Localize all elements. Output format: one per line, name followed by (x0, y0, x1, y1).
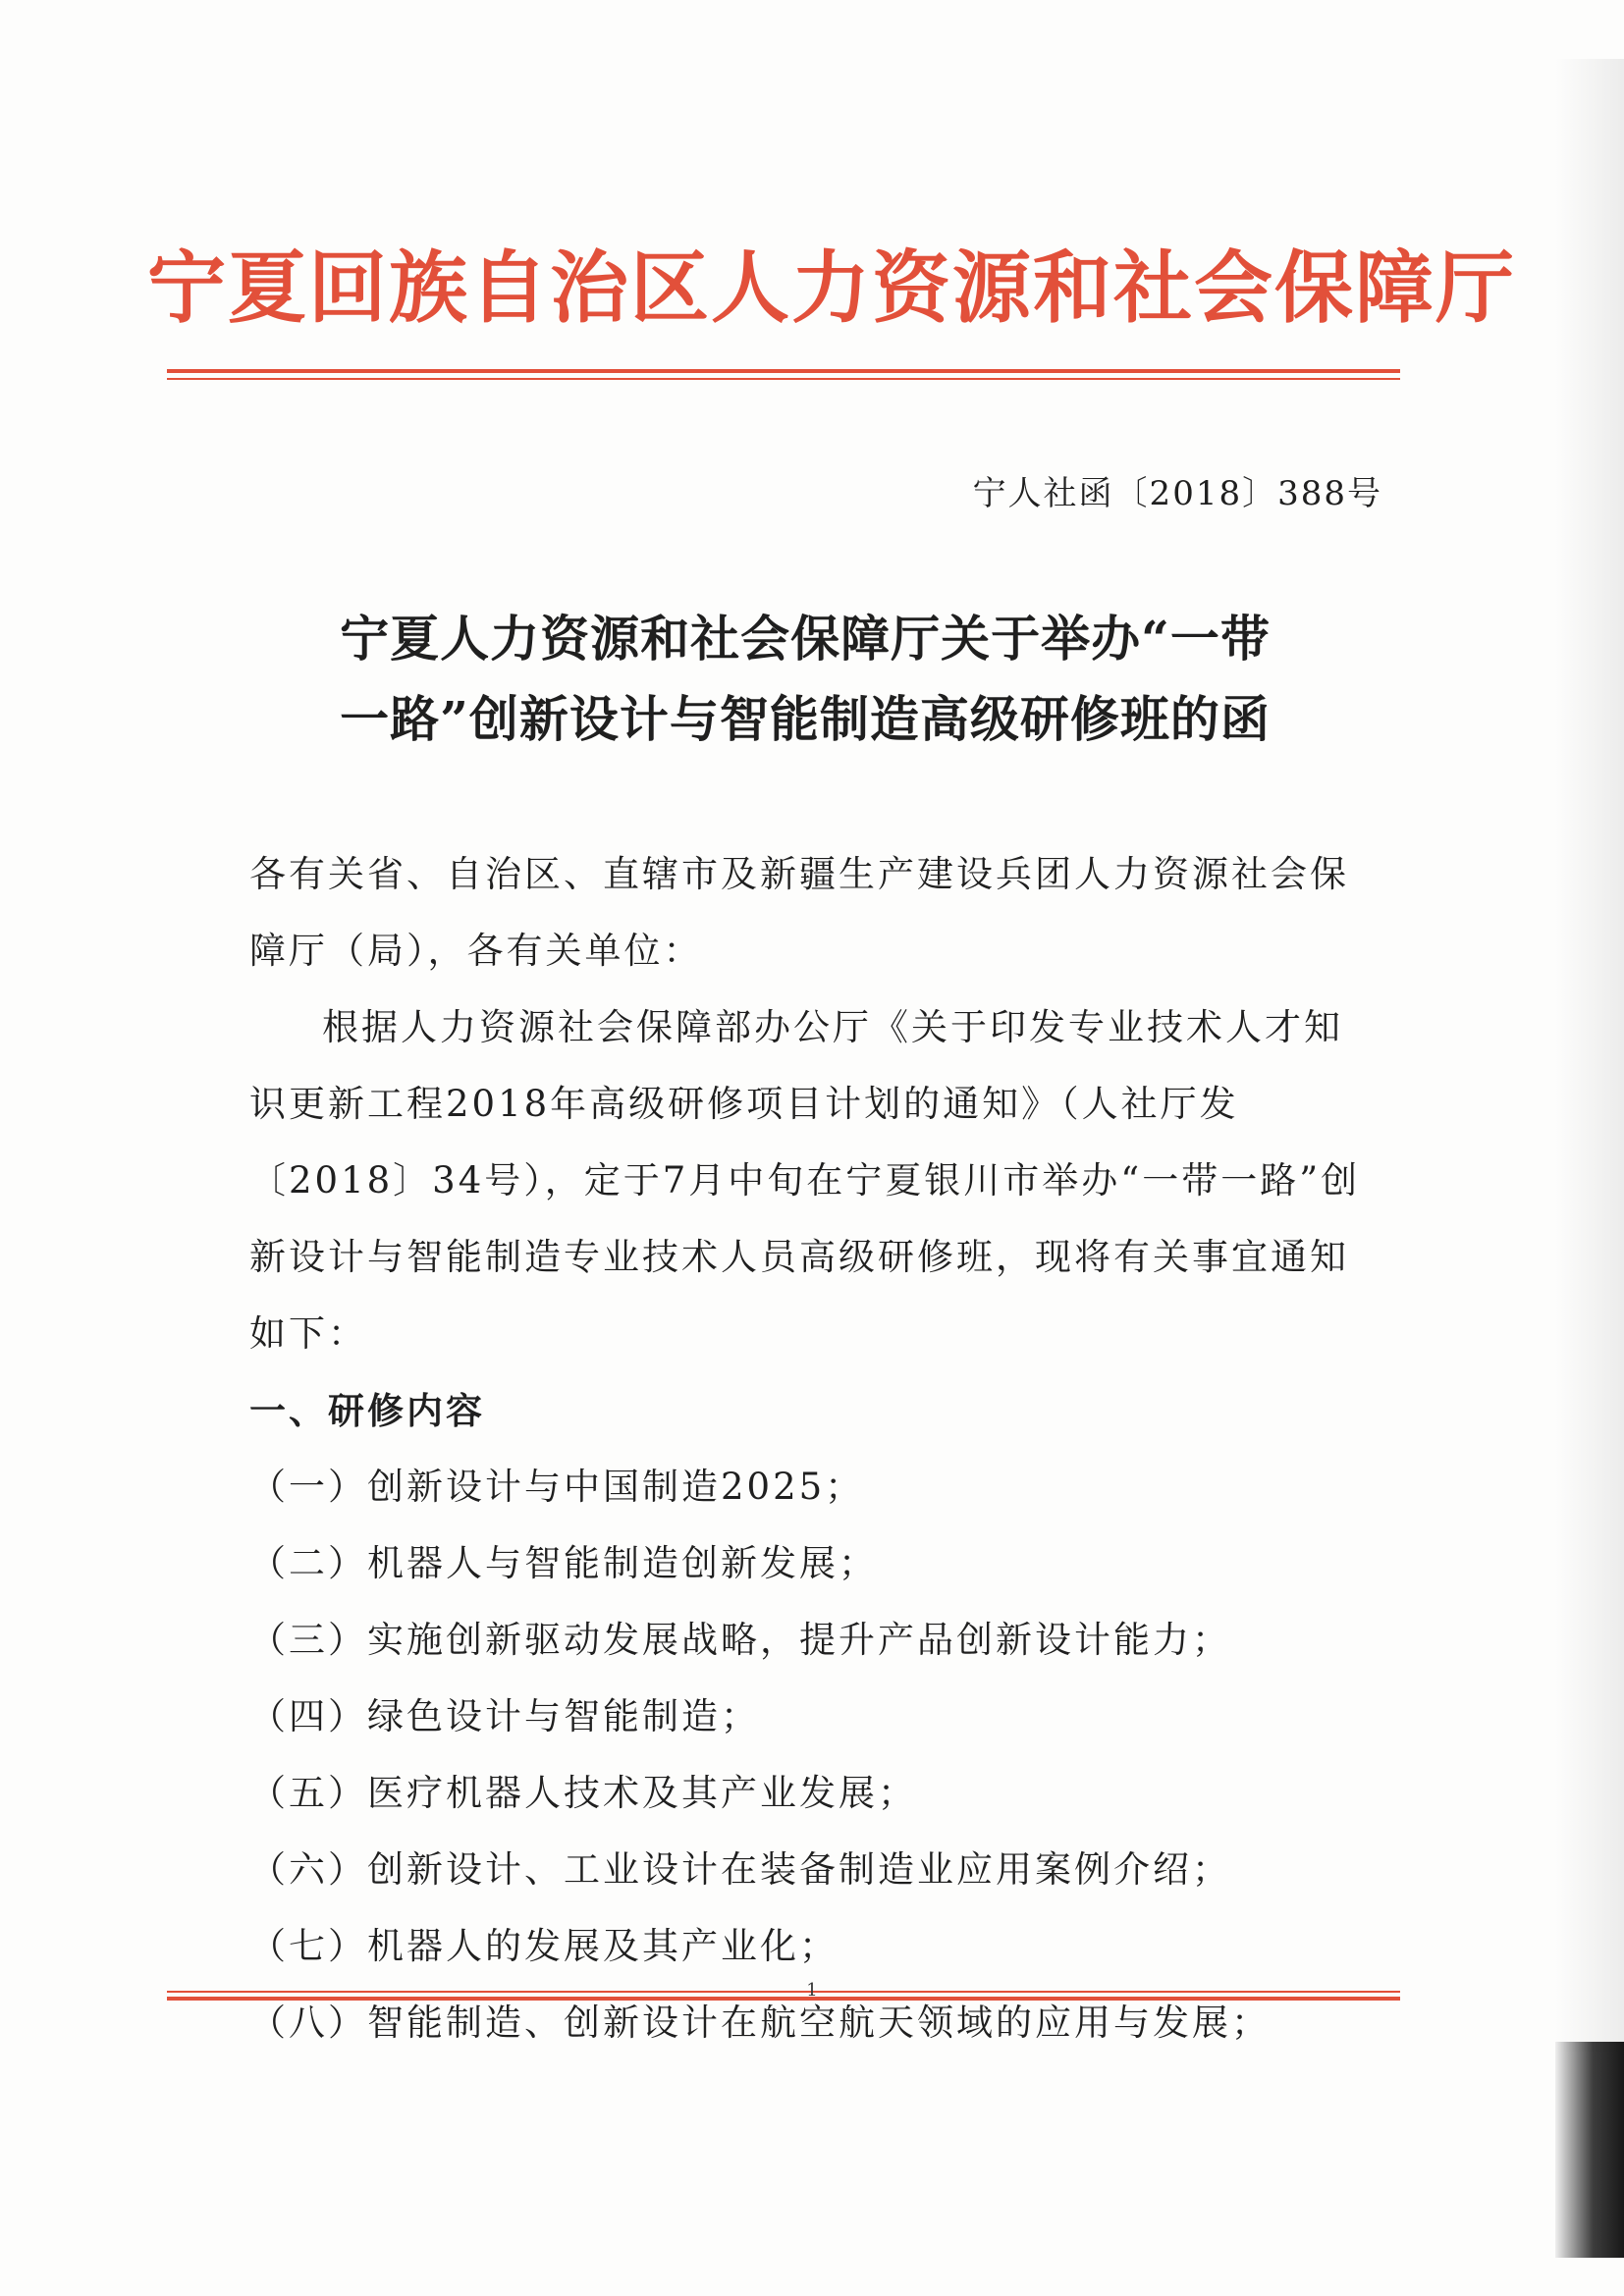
document-title (236, 599, 1375, 760)
list-item: （五）医疗机器人技术及其产业发展； (249, 1772, 917, 1814)
list-item: （七）机器人的发展及其产业化； (249, 1925, 839, 1967)
list-item: （四）绿色设计与智能制造； (249, 1695, 760, 1737)
list-item: （一）创新设计与中国制造2025； (249, 1466, 865, 1508)
salutation: 各有关省、自治区、直辖市及新疆生产建设兵团人力资源社会保障厅（局），各有关单位： (249, 853, 1349, 972)
page-number: 1 (806, 1980, 818, 2001)
list-item: （二）机器人与智能制造创新发展； (249, 1542, 878, 1584)
list-item: （三）实施创新驱动发展战略，提升产品创新设计能力； (249, 1619, 1231, 1661)
document-body (249, 836, 1379, 2061)
intro-paragraph: 根据人力资源社会保障部办公厅《关于印发专业技术人才知识更新工程2018年高级研修项目计划的通知》（人社厅发〔2018〕34号），定于7月中旬在宁夏银川市举办“一带一路”创新设计与智能制造专业技术人员高级研修班，现将有关事宜通知如下： (249, 1006, 1361, 1355)
section-heading: 一、研修内容 (249, 1389, 485, 1432)
letterhead-agency-name: 宁夏回族自治区人力资源和社会保障厅 (147, 241, 1516, 334)
letterhead-rule-thick (167, 369, 1400, 373)
list-item: （六）创新设计、工业设计在装备制造业应用案例介绍； (249, 1848, 1231, 1891)
document-title-line-2: 一路”创新设计与智能制造高级研修班的函 (340, 690, 1271, 748)
list-item: （八）智能制造、创新设计在航空航天领域的应用与发展； (249, 2002, 1271, 2044)
scan-shadow-edge (1555, 59, 1624, 2052)
document-number: 宁人社函〔2018〕388号 (972, 474, 1382, 513)
letterhead-rule-thin (167, 378, 1400, 380)
document-title-line-1: 宁夏人力资源和社会保障厅关于举办“一带 (340, 610, 1271, 667)
scan-dark-corner (1555, 2042, 1624, 2258)
